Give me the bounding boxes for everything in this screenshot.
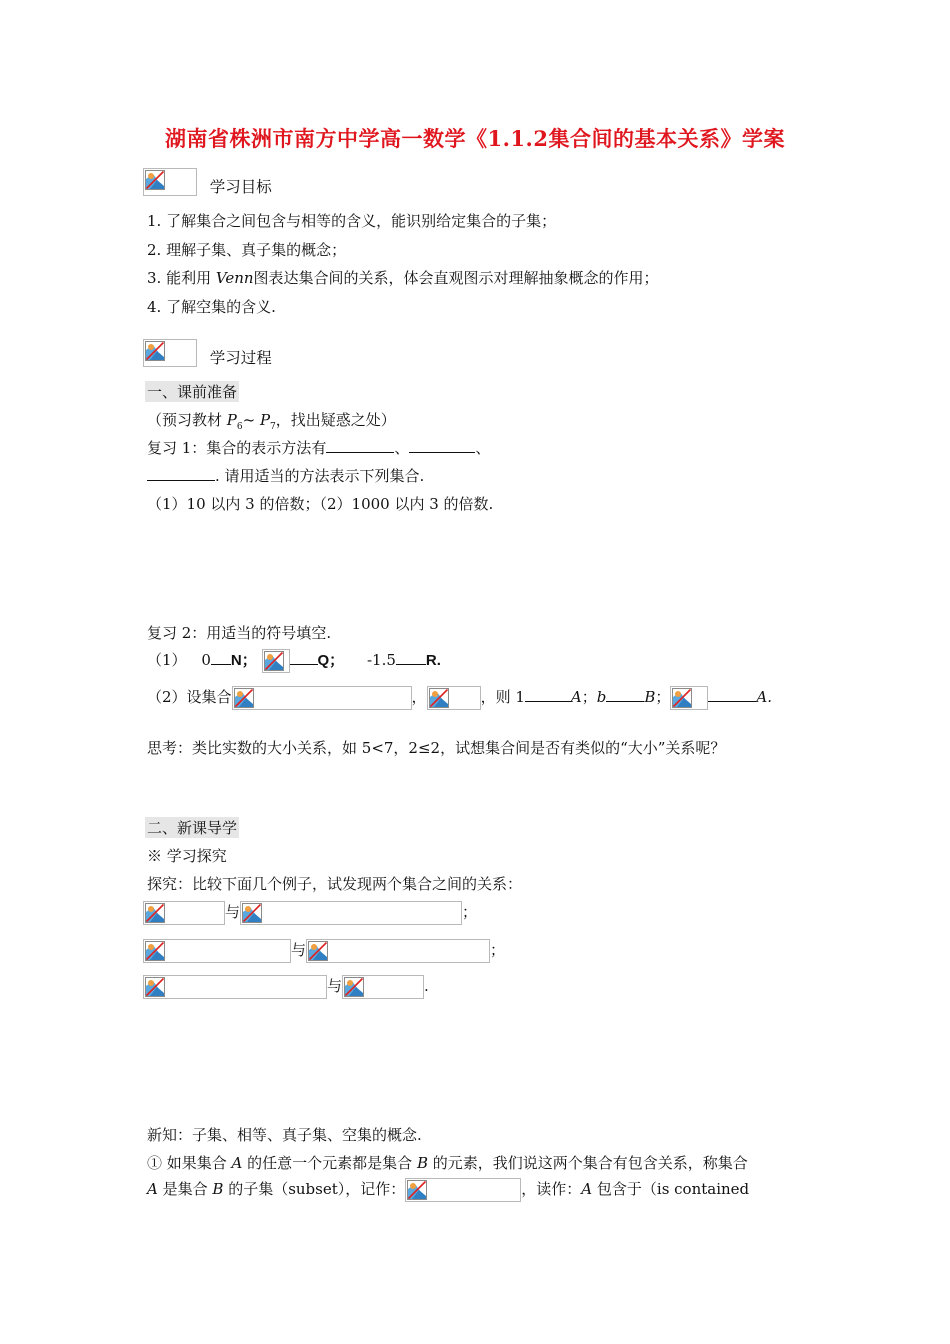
review2-r1-value: -1.5 xyxy=(366,651,396,669)
preview-note xyxy=(147,409,396,432)
def1-l2-a: 是集合 xyxy=(157,1180,213,1198)
review2-r1-q: Q； xyxy=(317,652,345,669)
review2-r2-bset: B xyxy=(644,688,656,706)
semicolon: ； xyxy=(490,941,506,959)
review1-line2 xyxy=(147,465,424,486)
goal-item-3-venn: Venn xyxy=(215,269,254,287)
broken-image-icon xyxy=(143,975,327,999)
review1-line1 xyxy=(147,437,490,458)
preview-p2: P xyxy=(259,411,271,429)
answer-blank[interactable] xyxy=(606,687,644,702)
def1-l2-d: 包含于（is contained xyxy=(592,1180,750,1198)
page-title: 湖南省株洲市南方中学高一数学《1.1.2集合间的基本关系》学案 xyxy=(165,126,785,151)
part2-heading: 二、新课导学 xyxy=(147,819,238,837)
review2-r2-comma: ， xyxy=(411,688,427,706)
answer-blank[interactable] xyxy=(525,687,571,702)
review2-r2-semi1: ； xyxy=(581,688,597,706)
answer-blank[interactable] xyxy=(147,466,215,481)
review2-heading: 复习 2：用适当的符号填空. xyxy=(147,624,332,642)
and-word: 与 xyxy=(291,941,307,959)
broken-image-icon xyxy=(240,901,462,925)
review1-line3: （1）10 以内 3 的倍数；（2）1000 以内 3 的倍数. xyxy=(147,495,494,513)
preview-s1: 6 xyxy=(236,422,243,432)
def1-l1-c: 的元素，我们说这两个集合有包含关系，称集合 xyxy=(427,1154,748,1172)
part1-heading: 一、课前准备 xyxy=(147,383,238,401)
review2-r1-label: （1） xyxy=(147,651,187,669)
def1-l2-c: ，读作： xyxy=(521,1180,582,1198)
preview-mid: ~ xyxy=(242,411,260,429)
semicolon: ； xyxy=(462,903,478,921)
goal-item-3 xyxy=(147,267,659,288)
preview-suffix: ，找出疑惑之处） xyxy=(275,411,396,429)
review1-line2-text: . 请用适当的方法表示下列集合. xyxy=(215,467,425,485)
broken-image-icon xyxy=(405,1178,521,1202)
review1-sep2: 、 xyxy=(475,439,491,457)
review2-row1 xyxy=(147,649,441,673)
new-knowledge: 新知：子集、相等、真子集、空集的概念. xyxy=(147,1126,422,1144)
section-goals-title: 学习目标 xyxy=(209,178,272,196)
broken-image-icon xyxy=(342,975,424,999)
review2-r2-b: b xyxy=(596,688,607,706)
example-row-2 xyxy=(143,939,505,963)
example-row-1 xyxy=(143,901,477,925)
preview-s2: 7 xyxy=(270,422,276,432)
explore-title: ※ 学习探究 xyxy=(147,847,227,865)
review2-r1-r: R. xyxy=(425,652,441,669)
answer-blank[interactable] xyxy=(326,438,394,453)
period: . xyxy=(424,977,429,995)
def1-l2-A2: A xyxy=(581,1180,593,1198)
def1-l2-b: 的子集（subset），记作： xyxy=(223,1180,406,1198)
preview-prefix: （预习教材 xyxy=(147,411,227,429)
goal-item-1: 1. 了解集合之间包含与相等的含义，能识别给定集合的子集； xyxy=(147,212,557,230)
goal-item-4: 4. 了解空集的含义. xyxy=(147,298,276,316)
answer-blank[interactable] xyxy=(290,650,318,665)
review2-r2-semi2: ； xyxy=(655,688,671,706)
definition-line-1 xyxy=(147,1152,748,1173)
answer-blank[interactable] xyxy=(409,438,475,453)
def1-l1-A: A xyxy=(231,1154,243,1172)
broken-image-icon xyxy=(143,939,291,963)
and-word: 与 xyxy=(327,977,343,995)
def1-l2-A: A xyxy=(147,1180,158,1198)
section-goals-header xyxy=(143,168,272,196)
review2-row2 xyxy=(147,686,772,710)
review1-sep1: 、 xyxy=(394,439,410,457)
definition-line-2 xyxy=(147,1178,749,1202)
def1-l1-a: ① 如果集合 xyxy=(147,1154,232,1172)
explore-text: 探究：比较下面几个例子，试发现两个集合之间的关系： xyxy=(147,875,523,893)
def1-l2-B: B xyxy=(212,1180,224,1198)
review2-r2-a1: A xyxy=(570,688,582,706)
review2-r1-n: N； xyxy=(230,652,257,669)
broken-image-icon xyxy=(232,686,412,710)
broken-image-icon xyxy=(143,168,197,196)
broken-image-icon xyxy=(143,339,197,367)
goal-item-2: 2. 理解子集、真子集的概念； xyxy=(147,241,347,259)
think-question: 思考：类比实数的大小关系，如 5<7，2≤2，试想集合间是否有类似的“大小”关系呢？ xyxy=(147,739,726,757)
review2-r1-zero: 0 xyxy=(201,651,211,669)
answer-blank[interactable] xyxy=(708,687,756,702)
answer-blank[interactable] xyxy=(396,650,426,665)
review2-r2-then: ，则 1 xyxy=(480,688,525,706)
goal-item-3-prefix: 3. 能利用 xyxy=(147,269,216,287)
broken-image-icon xyxy=(306,939,490,963)
broken-image-icon xyxy=(262,649,290,673)
def1-l1-b: 的任意一个元素都是集合 xyxy=(242,1154,417,1172)
and-word: 与 xyxy=(225,903,241,921)
broken-image-icon xyxy=(143,901,225,925)
def1-l1-B: B xyxy=(416,1154,428,1172)
example-row-3 xyxy=(143,975,429,999)
answer-blank[interactable] xyxy=(211,650,231,665)
broken-image-icon xyxy=(427,686,481,710)
review2-r2-label: （2）设集合 xyxy=(147,688,232,706)
review1-text: 复习 1：集合的表示方法有 xyxy=(147,439,327,457)
goal-item-3-suffix: 图表达集合间的关系，体会直观图示对理解抽象概念的作用； xyxy=(253,269,659,287)
section-process-title: 学习过程 xyxy=(209,349,272,367)
broken-image-icon xyxy=(670,686,708,710)
section-process-header xyxy=(143,339,272,367)
review2-r2-a2: A. xyxy=(756,688,772,706)
preview-p1: P xyxy=(226,411,237,429)
